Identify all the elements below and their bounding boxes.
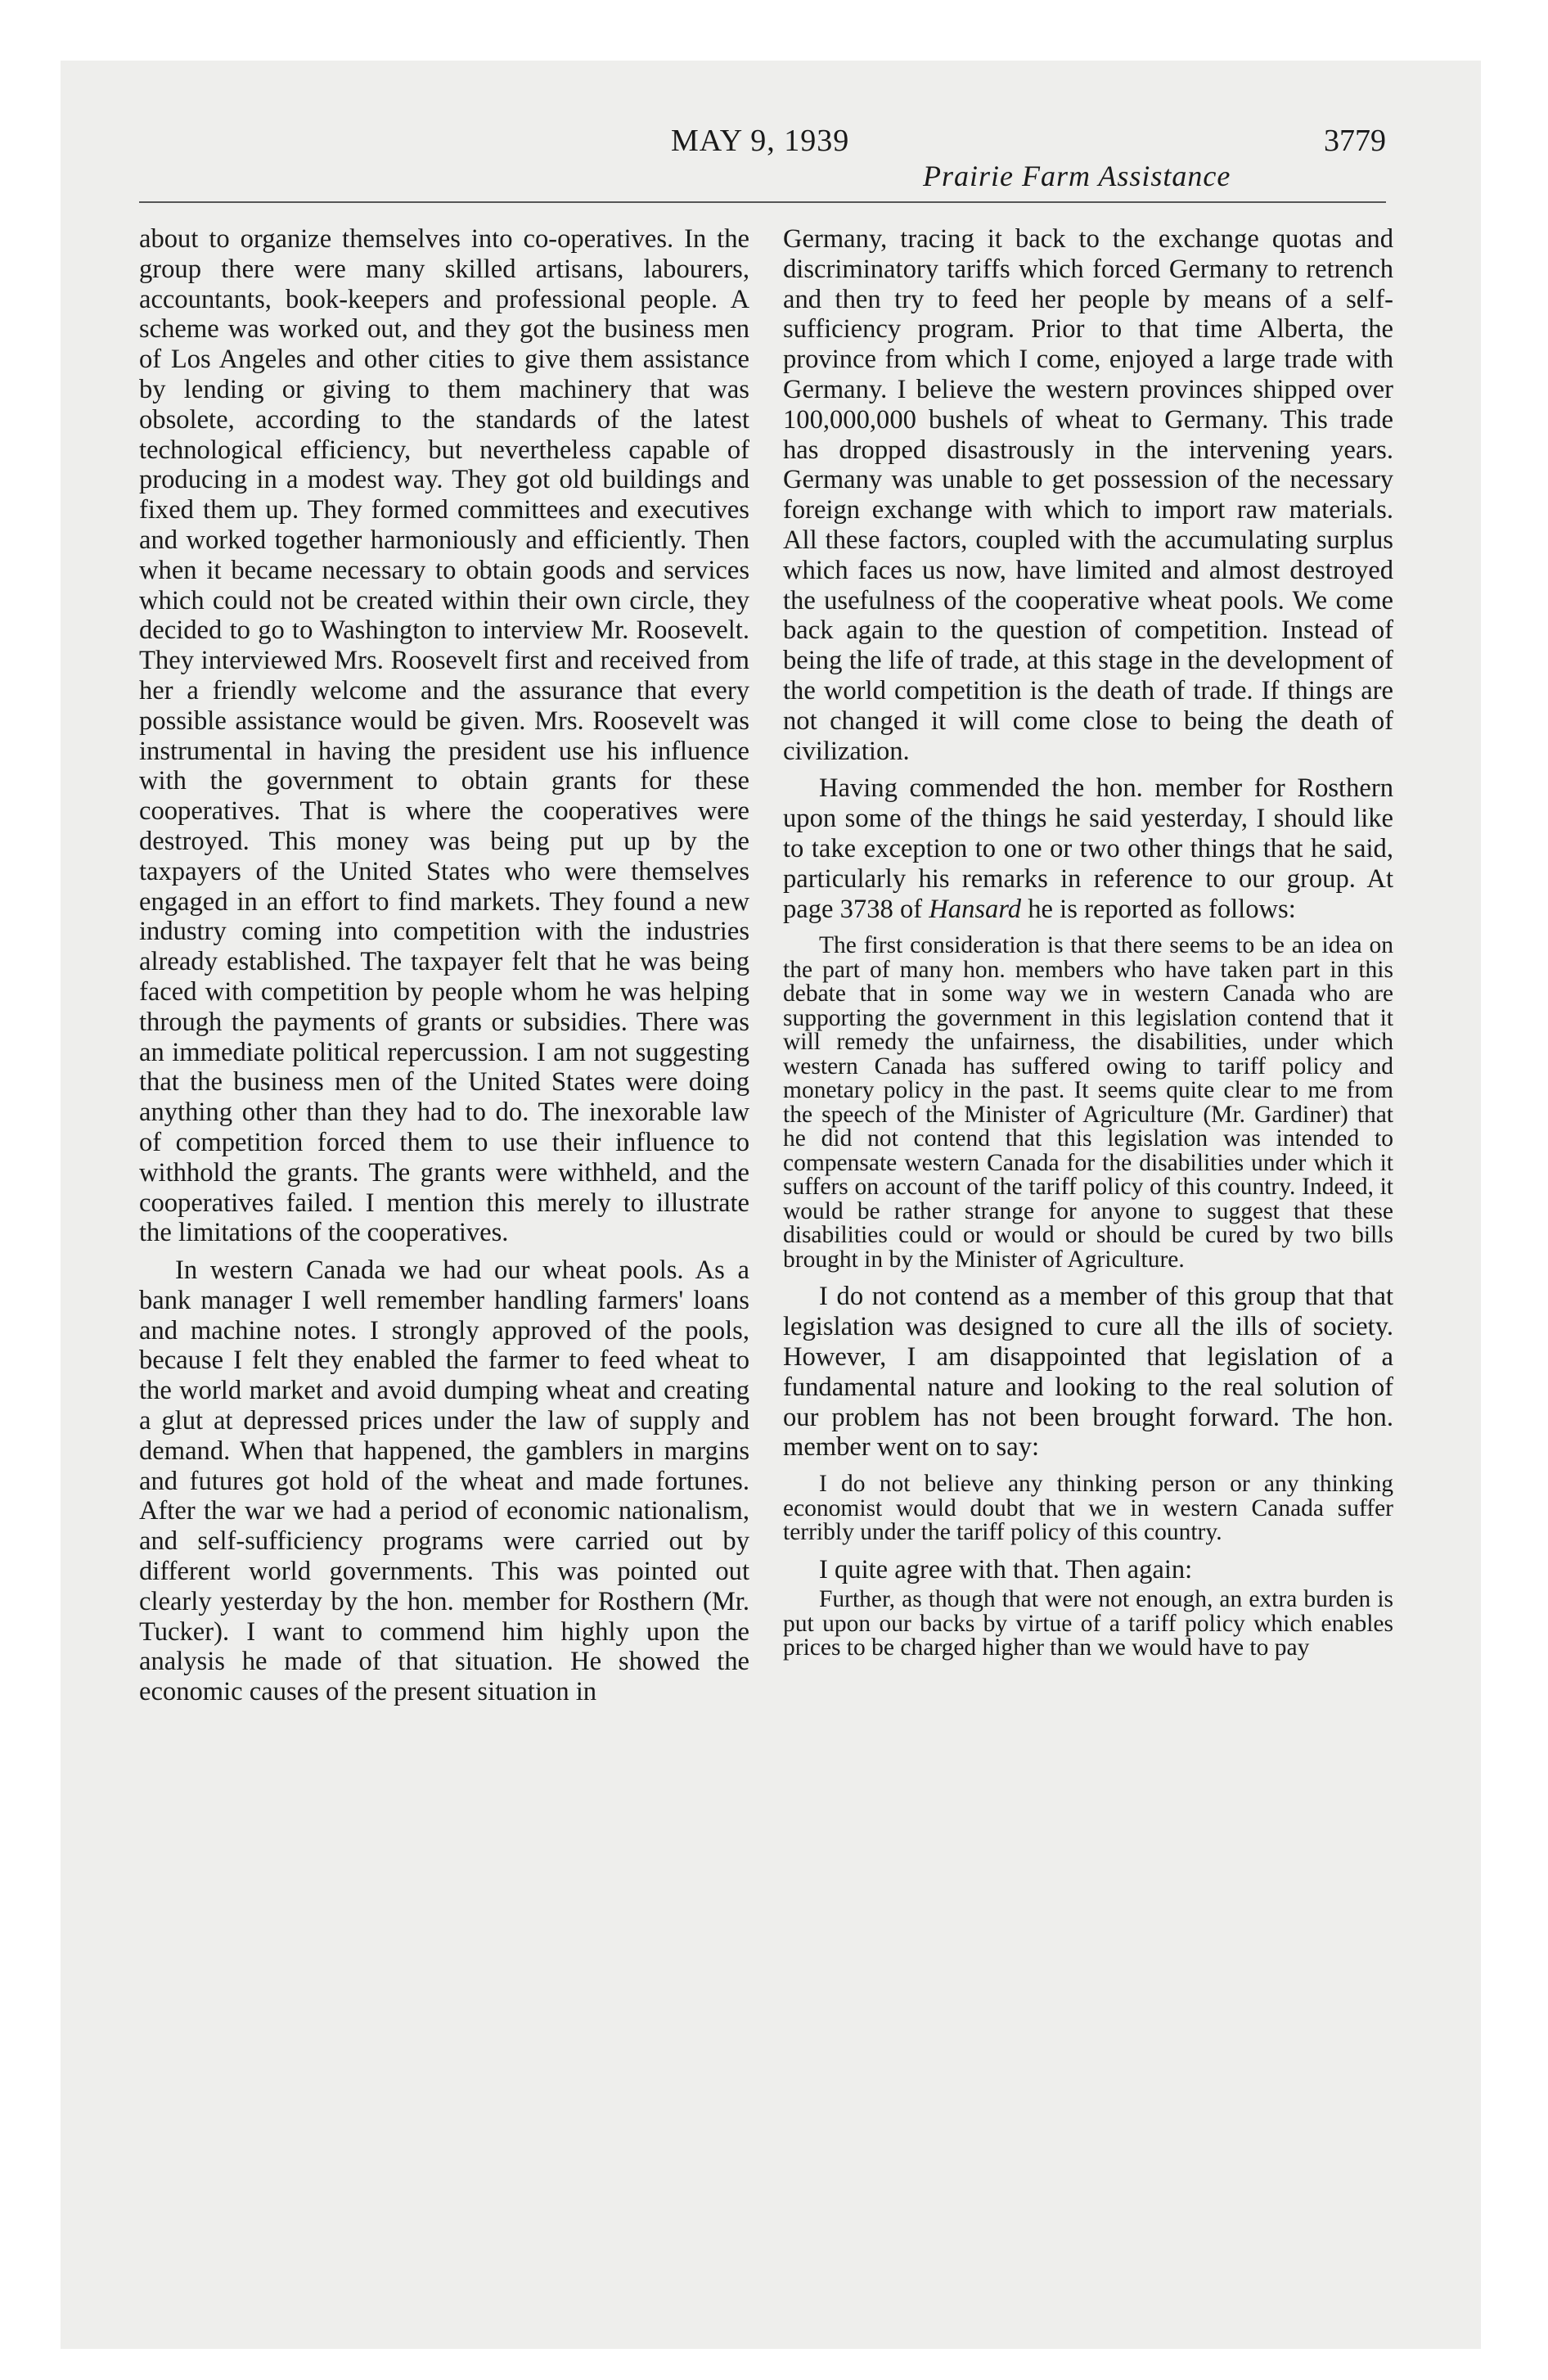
left-paragraph-2: In western Canada we had our wheat pools. As a bank manager I well remember handling farmers' loans and machine notes. I strongly approved of the pools, because I felt they enabled the farmer to feed wheat to the world market and avoid dumping wheat and creating a glut at depressed prices under the law of supply and demand. When that happened, the gamblers in margins and futures got hold of the wheat and made fortunes. After the war we had a period of economic nationalism, and self-sufficiency programs were carried out by different world governments. This was pointed out clearly yesterday by the hon. member for Rosthern (Mr. Tucker). I want to commend him highly upon the analysis he made of that situation. He showed the economic causes of the present situation in (139, 1255, 749, 1707)
hansard-citation: Hansard (929, 894, 1022, 924)
page-number: 3779 (1324, 124, 1386, 158)
block-quote-2: I do not believe any thinking person or any thinking economist would doubt that we in western Canada suffer terribly under the tariff policy of this country. (783, 1471, 1393, 1546)
right-paragraph-2 (783, 773, 1393, 924)
right-paragraph-2-text-b: he is reported as follows: (1028, 894, 1296, 924)
block-quote-3: Further, as though that were not enough, an extra burden is put upon our backs by virtue of a tariff policy which enables prices to be charged higher than we would have to pay (783, 1586, 1393, 1661)
header-date: MAY 9, 1939 (671, 124, 850, 158)
right-paragraph-4: I quite agree with that. Then again: (819, 1554, 1193, 1584)
left-paragraph-1: about to organize themselves into co-operatives. In the group there were many skilled artisans, labourers, accountants, book-keepers and professional people. A scheme was worked out, and they got the business men of Los Angeles and other cities to give them assistance by lending or giving to them machinery that was obsolete, according to the standards of the latest technological efficiency, but nevertheless capable of producing in a modest way. They got old buildings and fixed them up. They formed committees and executives and worked together harmoniously and efficiently. Then when it became necessary to obtain goods and services which could not be created within their own circle, they decided to go to Washington to interview Mr. Roosevelt. They interviewed Mrs. Roosevelt first and received from her a friendly welcome and the assurance that every possible assistance would be given. Mrs. Roosevelt was instrumental in having the president use his influence with the government to obtain grants for these cooperatives. That is where the cooperatives were destroyed. This money was being put up by the taxpayers of the United States who were themselves engaged in an effort to find markets. They found a new industry coming into competition with the industries already established. The taxpayer felt that he was being faced with competition by people whom he was helping through the payments of grants or subsidies. There was an immediate political repercussion. I am not suggesting that the business men of the United States were doing anything other than they had to do. The inexorable law of competition forced them to use their influence to withhold the grants. The grants were withheld, and the cooperatives failed. I mention this merely to illustrate the limitations of the cooperatives. (139, 224, 749, 1248)
block-quote-1: The first consideration is that there seems to be an idea on the part of many hon. members who have taken part in this debate that in some way we in western Canada who are supporting the government in this legislation contend that it will remedy the unfairness, the disabilities, under which western Canada has suffered owing to tariff policy and monetary policy in the past. It seems quite clear to me from the speech of the Minister of Agriculture (Mr. Gardiner) that he did not contend that this legislation was intended to compensate western Canada for the disabilities under which it suffers on account of the tariff policy of this country. Indeed, it would be rather strange for anyone to suggest that these disabilities could or would or should be cured by two bills brought in by the Minister of Agriculture. (783, 932, 1393, 1273)
right-paragraph-2-text-a: Having commended the hon. member for Rosthern upon some of the things he said yesterday, I should like to take exception to one or two other things that he said, particularly his remarks in reference to our group. At page 3738 of (783, 773, 1393, 924)
right-paragraph-3: I do not contend as a member of this group that that legislation was designed to cure all the ills of society. However, I am disappointed that legislation of a fundamental nature and looking to the real solution of our problem has not been brought forward. The hon. member went on to say: (783, 1282, 1393, 1463)
section-title: Prairie Farm Assistance (923, 160, 1231, 192)
right-column (783, 224, 1393, 1670)
left-column (139, 224, 749, 1707)
header-rule (139, 201, 1386, 203)
right-paragraph-1: Germany, tracing it back to the exchange quotas and discriminatory tariffs which forced Germany to retrench and then try to feed her people by means of a self-sufficiency program. Prior to that time Alberta, the province from which I come, enjoyed a large trade with Germany. I believe the western provinces shipped over 100,000,000 bushels of wheat to Germany. This trade has dropped disastrously in the intervening years. Germany was unable to get possession of the necessary foreign exchange with which to import raw materials. All these factors, coupled with the accumulating surplus which faces us now, have limited and almost destroyed the usefulness of the cooperative wheat pools. We come back again to the question of competition. Instead of being the life of trade, at this stage in the development of the world competition is the death of trade. If things are not changed it will come close to being the death of civilization. (783, 224, 1393, 766)
